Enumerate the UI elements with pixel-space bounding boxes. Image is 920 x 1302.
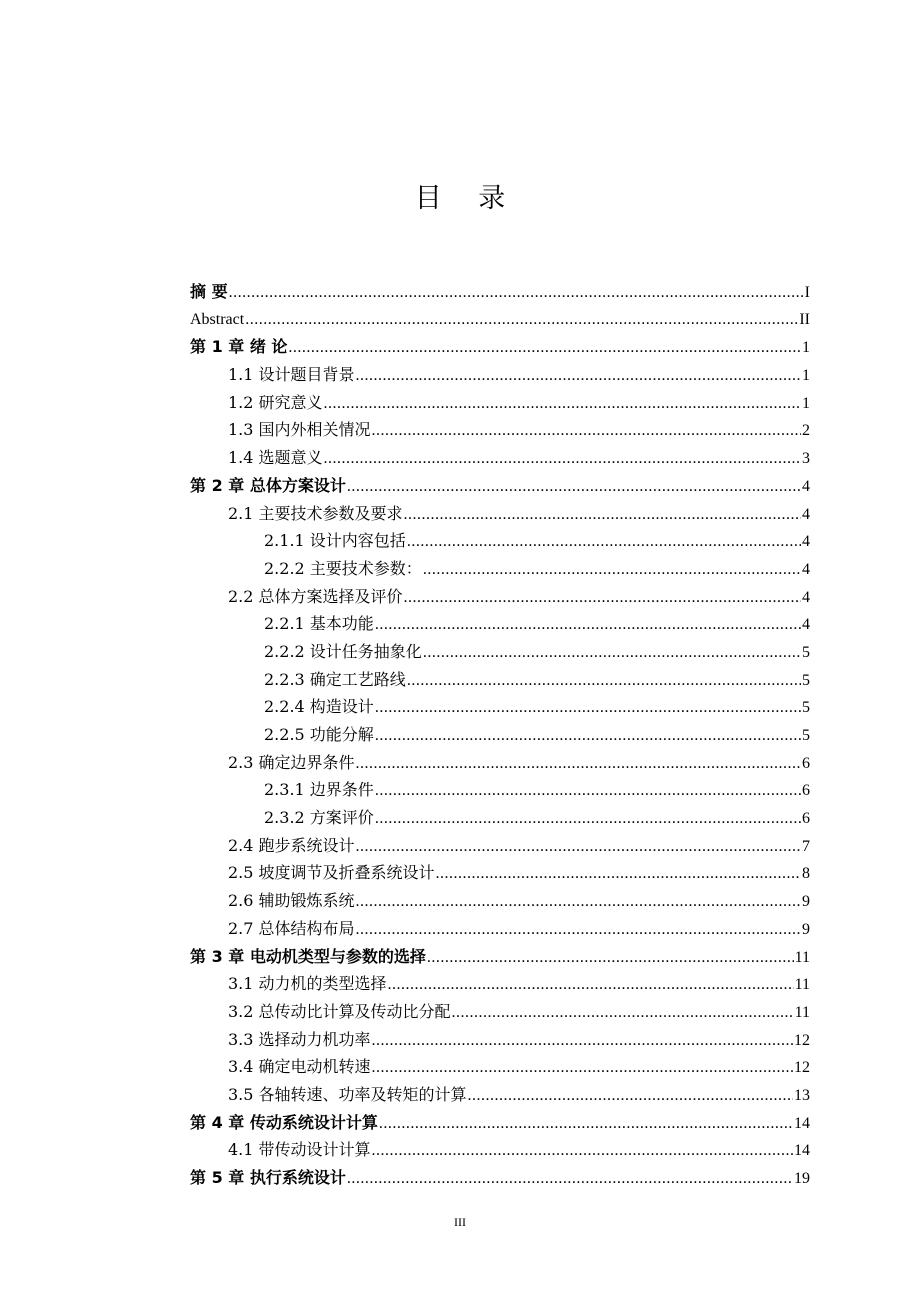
- toc-leader-dots: [356, 916, 801, 944]
- toc-entry-page: 2: [802, 422, 810, 440]
- toc-entry-page: 12: [794, 1059, 810, 1077]
- toc-entry-label: 第 5 章 执行系统设计: [190, 1168, 346, 1187]
- toc-entry[interactable]: [190, 998, 810, 1026]
- toc-entry-page: 14: [794, 1114, 810, 1132]
- toc-entry-page: 4: [802, 477, 810, 495]
- toc-leader-dots: [356, 362, 801, 390]
- toc-entry[interactable]: [190, 970, 810, 998]
- toc-entry-page: 4: [802, 505, 810, 523]
- toc-entry[interactable]: [190, 1109, 810, 1137]
- toc-entry-label: 2.7 总体结构布局: [228, 918, 355, 938]
- toc-entry-page: 14: [794, 1142, 810, 1160]
- toc-entry-label: 2.2.1 基本功能: [264, 614, 374, 634]
- toc-entry-page: 6: [802, 754, 810, 772]
- toc-leader-dots: [452, 999, 794, 1027]
- toc-leader-dots: [407, 667, 801, 695]
- toc-leader-dots: [356, 888, 801, 916]
- toc-entry-label: 第 4 章 传动系统设计计算: [190, 1112, 378, 1132]
- toc-leader-dots: [324, 390, 801, 418]
- toc-entry-page: 11: [794, 948, 810, 966]
- toc-leader-dots: [347, 473, 801, 501]
- toc-entry-page: 9: [802, 920, 810, 938]
- toc-entry[interactable]: [190, 278, 810, 306]
- toc-entry-page: I: [804, 284, 810, 301]
- toc-entry-label: 1.3 国内外相关情况: [228, 420, 371, 440]
- toc-entry-label: 2.2.3 确定工艺路线: [264, 669, 406, 689]
- toc-entry-label: 3.4 确定电动机转速: [228, 1057, 371, 1077]
- toc-entry[interactable]: [190, 361, 810, 389]
- toc-entry[interactable]: [190, 776, 810, 804]
- toc-entry[interactable]: [190, 1081, 810, 1109]
- toc-leader-dots: [407, 528, 801, 556]
- toc-entry-label: 4.1 带传动设计计算: [228, 1140, 371, 1160]
- toc-entry-label: 2.2.2 设计任务抽象化: [264, 641, 422, 661]
- toc-leader-dots: [427, 944, 794, 972]
- toc-entry[interactable]: [190, 416, 810, 444]
- toc-entry[interactable]: [190, 721, 810, 749]
- toc-entry-page: 9: [802, 893, 810, 911]
- toc-entry[interactable]: [190, 444, 810, 472]
- toc-entry-page: 5: [802, 643, 810, 661]
- toc-entry-page: 4: [802, 588, 810, 606]
- toc-leader-dots: [372, 1054, 793, 1082]
- toc-entry-page: 11: [794, 976, 810, 994]
- toc-entry-label: 2.2.5 功能分解: [264, 725, 374, 744]
- toc-leader-dots: [375, 611, 801, 639]
- toc-leader-dots: [388, 971, 794, 999]
- toc-leader-dots: [375, 694, 801, 722]
- toc-entry[interactable]: [190, 749, 810, 777]
- toc-entry[interactable]: [190, 1026, 810, 1054]
- toc-entry-page: 11: [794, 1003, 810, 1021]
- table-of-contents: [190, 278, 810, 1192]
- toc-entry[interactable]: [190, 1053, 810, 1081]
- toc-leader-dots: [372, 417, 801, 445]
- toc-leader-dots: [375, 777, 801, 805]
- toc-leader-dots: [372, 1137, 793, 1165]
- toc-entry-page: 4: [802, 560, 810, 578]
- toc-leader-dots: [356, 750, 801, 778]
- toc-entry[interactable]: [190, 832, 810, 860]
- toc-entry-label: 3.3 选择动力机功率: [228, 1029, 371, 1049]
- toc-entry-page: 1: [802, 339, 810, 357]
- toc-entry-label: 摘 要: [190, 282, 228, 301]
- toc-entry-label: 2.1 主要技术参数及要求: [228, 503, 403, 523]
- toc-entry-page: 7: [802, 837, 810, 855]
- toc-entry-page: 6: [802, 810, 810, 828]
- toc-entry-page: 4: [802, 533, 810, 551]
- page-number: III: [454, 1215, 466, 1229]
- toc-entry[interactable]: [190, 915, 810, 943]
- toc-entry-page: 5: [802, 727, 810, 744]
- toc-entry-label: 3.2 总传动比计算及传动比分配: [228, 1001, 451, 1021]
- toc-entry-label: 2.2.4 构造设计: [264, 697, 374, 717]
- toc-entry[interactable]: [190, 610, 810, 638]
- toc-leader-dots: [379, 1110, 793, 1138]
- toc-entry-label: 2.1.1 设计内容包括: [264, 531, 406, 551]
- toc-entry-page: 3: [802, 450, 810, 468]
- toc-leader-dots: [404, 501, 801, 529]
- toc-entry-label: 2.5 坡度调节及折叠系统设计: [228, 863, 435, 883]
- toc-entry[interactable]: [190, 1164, 810, 1192]
- toc-entry[interactable]: [190, 859, 810, 887]
- toc-entry-label: 第 1 章 绪 论: [190, 337, 288, 357]
- toc-entry[interactable]: [190, 666, 810, 694]
- toc-entry-label: 1.4 选题意义: [228, 448, 323, 468]
- toc-leader-dots: [245, 306, 798, 334]
- toc-entry-label: 1.2 研究意义: [228, 392, 323, 412]
- toc-entry-page: 1: [802, 367, 810, 385]
- toc-entry[interactable]: [190, 693, 810, 721]
- page-title: 目 录: [414, 183, 520, 214]
- toc-entry[interactable]: [190, 500, 810, 528]
- toc-leader-dots: [404, 584, 801, 612]
- toc-entry[interactable]: [190, 638, 810, 666]
- toc-leader-dots: [324, 445, 801, 473]
- toc-entry-label: 3.1 动力机的类型选择: [228, 974, 387, 994]
- toc-entry[interactable]: [190, 1136, 810, 1164]
- toc-entry-label: 第 2 章 总体方案设计: [190, 475, 346, 495]
- toc-entry-label: 2.3 确定边界条件: [228, 752, 355, 772]
- toc-entry[interactable]: [190, 887, 810, 915]
- toc-leader-dots: [288, 334, 801, 362]
- toc-entry-page: 8: [802, 865, 810, 883]
- toc-leader-dots: [468, 1082, 793, 1110]
- toc-entry[interactable]: [190, 583, 810, 611]
- toc-leader-dots: [229, 279, 804, 307]
- toc-entry-page: 4: [802, 616, 810, 634]
- toc-leader-dots: [423, 556, 801, 584]
- toc-entry[interactable]: [190, 389, 810, 417]
- toc-leader-dots: [347, 1165, 793, 1193]
- toc-entry[interactable]: [190, 804, 810, 832]
- toc-entry[interactable]: [190, 306, 810, 334]
- toc-entry[interactable]: [190, 555, 810, 583]
- toc-entry-page: 19: [794, 1170, 810, 1187]
- toc-leader-dots: [423, 639, 801, 667]
- toc-entry-label: 2.3.1 边界条件: [264, 780, 374, 800]
- toc-entry-page: II: [799, 310, 810, 328]
- toc-leader-dots: [375, 805, 801, 833]
- toc-entry-page: 5: [802, 671, 810, 689]
- toc-entry-page: 12: [794, 1031, 810, 1049]
- toc-entry-label: 1.1 设计题目背景: [228, 365, 355, 385]
- toc-entry-label: 2.4 跑步系统设计: [228, 835, 355, 855]
- toc-leader-dots: [372, 1027, 793, 1055]
- toc-entry-page: 13: [794, 1086, 810, 1104]
- toc-entry[interactable]: [190, 527, 810, 555]
- toc-entry[interactable]: [190, 333, 810, 361]
- toc-entry-page: 6: [802, 782, 810, 800]
- toc-entry-label: 3.5 各轴转速、功率及转矩的计算: [228, 1084, 467, 1104]
- toc-entry-label: 第 3 章 电动机类型与参数的选择: [190, 946, 426, 966]
- toc-entry-page: 1: [802, 394, 810, 412]
- toc-leader-dots: [356, 833, 801, 861]
- toc-entry-label: Abstract: [190, 310, 245, 328]
- toc-entry[interactable]: [190, 472, 810, 500]
- toc-entry-page: 5: [802, 699, 810, 717]
- toc-entry-label: 2.3.2 方案评价: [264, 808, 374, 828]
- toc-leader-dots: [375, 722, 801, 750]
- toc-entry-label: 2.2 总体方案选择及评价: [228, 586, 403, 606]
- toc-leader-dots: [436, 860, 801, 888]
- toc-entry-label: 2.2.2 主要技术参数：: [264, 558, 422, 578]
- toc-entry-label: 2.6 辅助锻炼系统: [228, 891, 355, 911]
- toc-entry[interactable]: [190, 943, 810, 971]
